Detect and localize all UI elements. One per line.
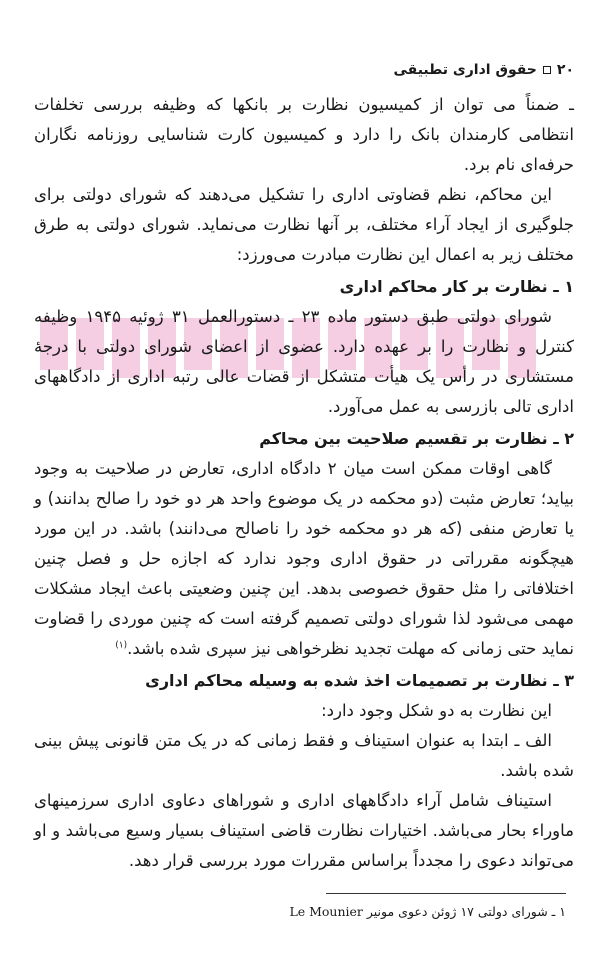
section-heading-2: ۲ ـ نظارت بر تقسیم صلاحیت بین محاکم [259,429,574,448]
paragraph-5: این نظارت به دو شکل وجود دارد: [321,701,552,720]
section-heading-3: ۳ ـ نظارت بر تصمیمات اخذ شده به وسیله محاکم اداری [145,671,574,690]
footnote-text: ۱ ـ شورای دولتی ۱۷ ژوئن دعوی مونیر [366,904,566,919]
paragraph-3: شورای دولتی طبق دستور ماده ۲۳ ـ دستورالعمل ۳۱ ژوئیه ۱۹۴۵ وظیفه کنترل و نظارت را بر عهده دارد. عضوی از اعضای شورای دولتی با درجهٔ مستشاری در رأس یک هیأت متشکل از قضات عالی رتبه اداری از دادگاههای اداری تالی بازرسی به عمل می‌آورد. [34,307,574,416]
running-header [34,62,574,78]
page-number: ۲۰ [556,62,574,78]
paragraph-6: الف ـ ابتدا به عنوان استیناف و فقط زمانی که در یک متن قانونی پیش بینی شده باشد. [34,731,574,780]
paragraph-7: استیناف شامل آراء دادگاههای اداری و شوراهای دعاوی اداری سرزمینهای ماوراء بحار می‌باشد. اختیارات نظارت قاضی استیناف بسیار وسیع می‌باشد و او می‌تواند دعوی را مجدداً براساس مقررات مورد بررسی قرار دهد. [34,791,574,870]
book-title: حقوق اداری تطبیقی [393,62,537,78]
footnote-divider [326,893,566,894]
square-icon [543,66,551,74]
paragraph-4-text: گاهی اوقات ممکن است میان ۲ دادگاه اداری، تعارض در صلاحیت به وجود بیاید؛ تعارض مثبت (دو محکمه در یک موضوع واحد هر دو خود را صالح بدانند) و یا تعارض منفی (که هر دو محکمه خود را ناصالح می‌دانند) باشد. در این مورد هیچگونه مقرراتی در حقوق اداری وجود ندارد که اجازه حل و فصل چنین اختلافاتی را مثل حقوق خصوصی بدهد. این چنین وضعیتی باعث ایجاد مشکلات مهمی می‌شود لذا شورای دولتی تصمیم گرفته است که چنین موردی را قضاوت نماید حتی زمانی که مهلت تجدید نظرخواهی نیز سپری شده باشد. [34,459,574,658]
paragraph-2: این محاکم، نظم قضاوتی اداری را تشکیل می‌دهند که شورای دولتی برای جلوگیری از ایجاد آراء مختلف، بر آنها نظارت می‌نماید. شورای دولتی به طرق مختلف زیر به اعمال این نظارت مبادرت می‌ورزد: [34,185,574,264]
paragraph-1: ـ ضمناً می توان از کمیسیون نظارت بر بانکها که وظیفه بررسی تخلفات انتظامی کارمندان بانک را دارد و کمیسیون کارت شناسایی روزنامه نگاران حرفه‌ای نام برد. [34,95,574,174]
footnote-latin: Le Mounier [289,904,363,919]
section-heading-1: ۱ ـ نظارت بر کار محاکم اداری [339,277,574,296]
paragraph-4 [34,454,574,664]
footnote [26,902,566,922]
footnote-reference: (۱) [115,640,128,651]
page-content [34,62,574,876]
